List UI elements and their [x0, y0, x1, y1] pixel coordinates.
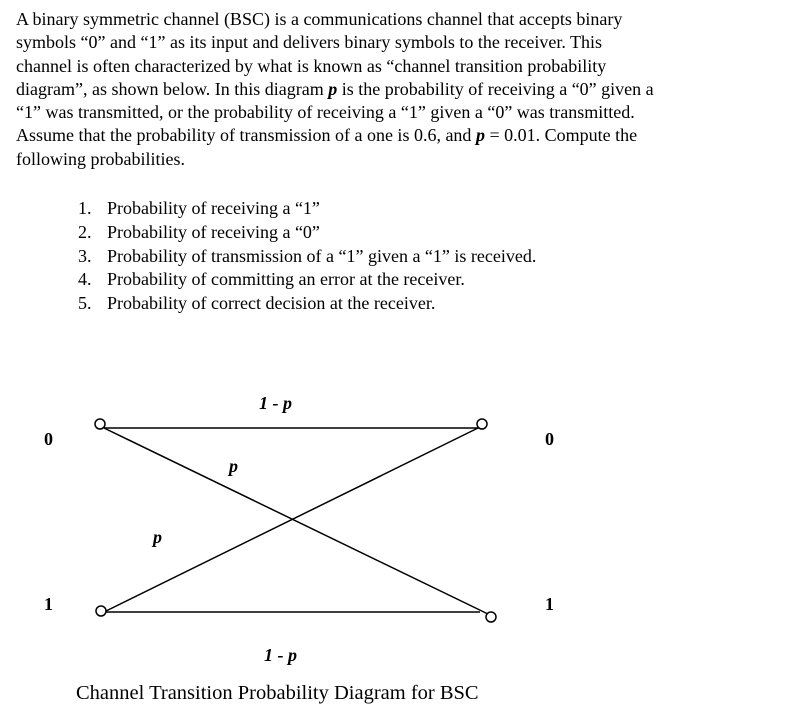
- diagram-caption: Channel Transition Probability Diagram for BSC: [76, 682, 479, 704]
- variable-p: p: [475, 125, 485, 146]
- output-label-0: 0: [545, 429, 554, 449]
- question-number: 4.: [78, 269, 92, 290]
- label-top-1-minus-p: 1 - p: [259, 393, 292, 413]
- output-node-0: [477, 419, 487, 429]
- label-cross-p-upper: p: [229, 456, 238, 476]
- intro-line-7: following probabilities.: [16, 148, 185, 169]
- path-0-to-1: [104, 428, 488, 614]
- input-node-0: [95, 419, 105, 429]
- input-label-0: 0: [44, 429, 53, 449]
- intro-line-3: channel is often characterized by what is known as “channel transition probability: [16, 55, 607, 76]
- input-label-1: 1: [44, 594, 53, 614]
- output-label-1: 1: [545, 594, 554, 614]
- question-number: 1.: [78, 198, 92, 218]
- label-bottom-1-minus-p: 1 - p: [264, 645, 297, 665]
- question-text: Probability of committing an error at the receiver.: [107, 269, 465, 290]
- intro-line-5: “1” was transmitted, or the probability of receiving a “1” given a “0” was transmitted.: [16, 102, 635, 123]
- intro-line-1: A binary symmetric channel (BSC) is a communications channel that accepts binary: [16, 9, 623, 29]
- input-node-1: [96, 606, 106, 616]
- intro-line-4-start: diagram”, as shown below. In this diagram: [16, 78, 329, 99]
- intro-line-6-start: Assume that the probability of transmission of a one is 0.6, and: [16, 125, 476, 146]
- question-number: 2.: [78, 221, 92, 242]
- intro-line-6-end: = 0.01. Compute the: [484, 125, 638, 146]
- question-text: Probability of receiving a “1”: [107, 198, 320, 218]
- variable-p: p: [328, 78, 338, 99]
- output-node-1: [486, 612, 496, 622]
- question-text: Probability of receiving a “0”: [107, 221, 320, 242]
- question-number: 3.: [78, 245, 92, 266]
- question-text: Probability of transmission of a “1” given a “1” is received.: [107, 245, 537, 266]
- question-number: 5.: [78, 293, 92, 314]
- question-text: Probability of correct decision at the receiver.: [107, 293, 436, 314]
- intro-line-4-end: is the probability of receiving a “0” given a: [337, 78, 654, 99]
- label-cross-p-lower: p: [153, 527, 162, 547]
- intro-line-2: symbols “0” and “1” as its input and delivers binary symbols to the receiver. This: [16, 32, 603, 53]
